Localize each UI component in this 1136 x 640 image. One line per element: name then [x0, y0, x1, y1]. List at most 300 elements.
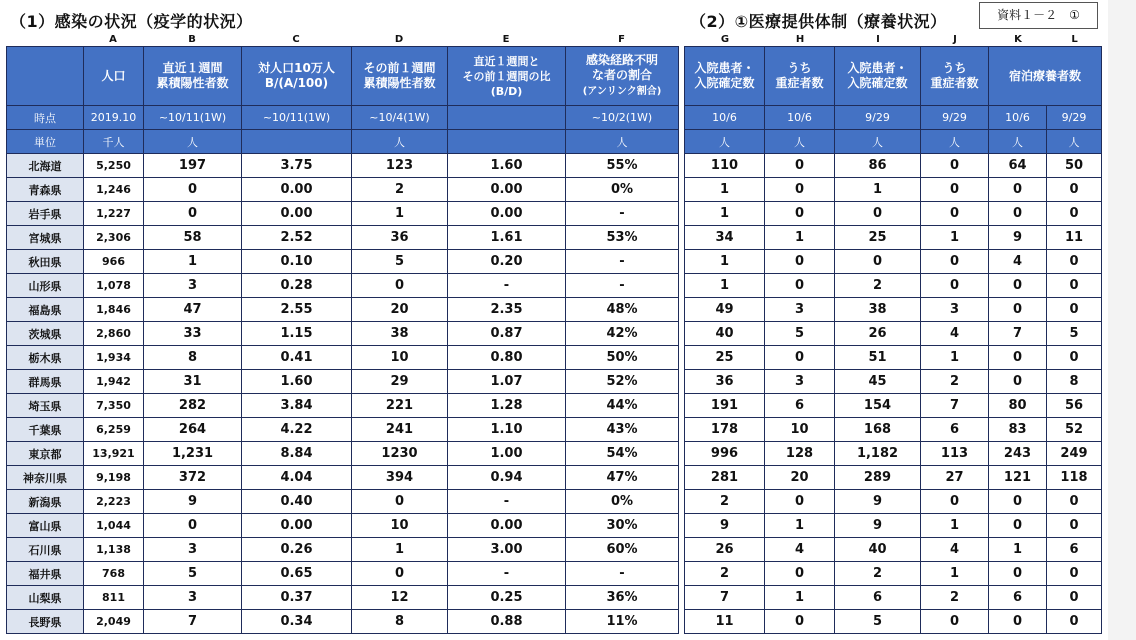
table-row: [685, 298, 1102, 322]
data-cell: 2,049: [84, 610, 144, 634]
data-cell: 0: [765, 250, 835, 274]
data-cell: 43%: [566, 418, 679, 442]
data-cell: 2,223: [84, 490, 144, 514]
data-cell: 86: [835, 154, 921, 178]
data-cell: 1: [144, 250, 242, 274]
data-cell: 0.65: [242, 562, 352, 586]
data-cell: 51: [835, 346, 921, 370]
table-row: [685, 490, 1102, 514]
table-row: [7, 466, 679, 490]
column-letter: L: [1071, 34, 1078, 45]
data-cell: 2: [685, 490, 765, 514]
table-row: [685, 562, 1102, 586]
data-cell: 0: [1047, 298, 1102, 322]
data-cell: 394: [352, 466, 448, 490]
table-row: [7, 370, 679, 394]
unit-row: [7, 130, 679, 154]
header-text: 対人口10万人 B/(A/100): [258, 61, 335, 90]
header-unknown-route-ratio: [566, 47, 679, 106]
data-cell: 1.60: [242, 370, 352, 394]
data-cell: 1,231: [144, 442, 242, 466]
data-cell: 123: [352, 154, 448, 178]
data-cell: 27: [921, 466, 989, 490]
corner-cell: [7, 47, 84, 106]
data-cell: 4: [989, 250, 1047, 274]
data-cell: 0: [765, 178, 835, 202]
data-cell: 289: [835, 466, 921, 490]
time-row-label: 時点: [7, 106, 84, 130]
data-cell: 11%: [566, 610, 679, 634]
unit-row-cell: 千人: [84, 130, 144, 154]
data-cell: 0.00: [448, 514, 566, 538]
data-cell: 11: [685, 610, 765, 634]
data-cell: 0: [921, 610, 989, 634]
time-row-cell: 9/29: [921, 106, 989, 130]
header-subtext: (アンリンク割合): [582, 86, 662, 97]
data-cell: 996: [685, 442, 765, 466]
data-cell: 1: [352, 202, 448, 226]
data-cell: 52: [1047, 418, 1102, 442]
data-cell: 50: [1047, 154, 1102, 178]
data-cell: 4: [921, 538, 989, 562]
header-text: 人口: [101, 68, 126, 83]
header-text: 宿泊療養者数: [1008, 68, 1081, 83]
prefecture-name: 秋田県: [7, 250, 84, 274]
data-cell: 2.35: [448, 298, 566, 322]
data-cell: 118: [1047, 466, 1102, 490]
unit-row-cell: 人: [144, 130, 242, 154]
data-cell: 0: [835, 250, 921, 274]
data-cell: 0%: [566, 490, 679, 514]
data-cell: 0: [1047, 586, 1102, 610]
data-cell: 45: [835, 370, 921, 394]
data-cell: 221: [352, 394, 448, 418]
table-row: [7, 298, 679, 322]
data-cell: 80: [989, 394, 1047, 418]
data-cell: 0: [921, 274, 989, 298]
prefecture-name: 新潟県: [7, 490, 84, 514]
column-letter: D: [394, 34, 404, 45]
data-cell: 0.10: [242, 250, 352, 274]
data-cell: 1,078: [84, 274, 144, 298]
table-row: [685, 610, 1102, 634]
data-cell: 0.40: [242, 490, 352, 514]
header-text: その前１週間 累積陽性者数: [363, 61, 436, 90]
time-row-cell: 9/29: [835, 106, 921, 130]
data-cell: 0.00: [448, 178, 566, 202]
table-row: [685, 442, 1102, 466]
data-cell: 60%: [566, 538, 679, 562]
time-row-cell: 10/6: [765, 106, 835, 130]
header-severe: [765, 47, 835, 106]
data-cell: 8: [144, 346, 242, 370]
table-row: [685, 226, 1102, 250]
data-cell: 0.94: [448, 466, 566, 490]
data-cell: 1.28: [448, 394, 566, 418]
data-cell: 1: [835, 178, 921, 202]
column-letter: B: [188, 34, 196, 45]
data-cell: 372: [144, 466, 242, 490]
data-cell: 0: [352, 490, 448, 514]
data-cell: 3: [144, 586, 242, 610]
header-recent-week-positives: [144, 47, 242, 106]
data-cell: 38: [835, 298, 921, 322]
header-week-ratio: [448, 47, 566, 106]
data-cell: 20: [765, 466, 835, 490]
data-cell: 6: [921, 418, 989, 442]
column-letter: G: [720, 34, 730, 45]
table-row: [7, 394, 679, 418]
time-row: [7, 106, 679, 130]
prefecture-name: 長野県: [7, 610, 84, 634]
right-margin-band: [1108, 0, 1136, 640]
data-cell: 0: [921, 178, 989, 202]
data-cell: 1.07: [448, 370, 566, 394]
data-cell: 7: [685, 586, 765, 610]
prefecture-name: 茨城県: [7, 322, 84, 346]
table-row: [7, 442, 679, 466]
header-hospitalized: [685, 47, 765, 106]
data-cell: 0: [1047, 250, 1102, 274]
data-cell: -: [566, 562, 679, 586]
header-row: [7, 47, 679, 106]
table-row: [685, 202, 1102, 226]
table-row: [685, 586, 1102, 610]
column-letter: H: [795, 34, 805, 45]
unit-row-cell: 人: [989, 130, 1047, 154]
data-cell: 9: [144, 490, 242, 514]
data-cell: 1: [921, 562, 989, 586]
data-cell: 0: [921, 202, 989, 226]
table-row: [685, 514, 1102, 538]
data-cell: 3: [765, 298, 835, 322]
infection-status-table: [6, 46, 679, 634]
data-cell: 0: [765, 274, 835, 298]
data-cell: 3.75: [242, 154, 352, 178]
data-cell: 121: [989, 466, 1047, 490]
data-cell: 0: [989, 298, 1047, 322]
table-row: [7, 274, 679, 298]
data-cell: 0: [1047, 346, 1102, 370]
data-cell: 47: [144, 298, 242, 322]
unit-row-cell: 人: [685, 130, 765, 154]
data-cell: 243: [989, 442, 1047, 466]
unit-row-cell: 人: [765, 130, 835, 154]
section-title-infection: （1）感染の状況（疫学的状況）: [10, 12, 253, 31]
data-cell: 1: [765, 514, 835, 538]
header-hospitalized-prev: [835, 47, 921, 106]
data-cell: 0: [989, 178, 1047, 202]
data-cell: 83: [989, 418, 1047, 442]
data-cell: 26: [835, 322, 921, 346]
section-title-medical: （2）①医療提供体制（療養状況）: [690, 12, 947, 31]
data-cell: 1: [921, 514, 989, 538]
data-cell: 1,182: [835, 442, 921, 466]
data-cell: 25: [835, 226, 921, 250]
data-cell: 9: [989, 226, 1047, 250]
data-cell: 1: [685, 274, 765, 298]
data-cell: -: [448, 490, 566, 514]
data-cell: 64: [989, 154, 1047, 178]
data-cell: 0: [1047, 514, 1102, 538]
table-row: [685, 154, 1102, 178]
data-cell: 0: [835, 202, 921, 226]
data-cell: 38: [352, 322, 448, 346]
column-letter: F: [618, 34, 625, 45]
data-cell: 6: [835, 586, 921, 610]
prefecture-name: 福井県: [7, 562, 84, 586]
data-cell: 20: [352, 298, 448, 322]
data-cell: 1: [765, 226, 835, 250]
data-cell: -: [566, 202, 679, 226]
data-cell: 7: [989, 322, 1047, 346]
data-cell: 128: [765, 442, 835, 466]
unit-row-cell: 人: [566, 130, 679, 154]
data-cell: 249: [1047, 442, 1102, 466]
data-cell: 58: [144, 226, 242, 250]
data-cell: 1.00: [448, 442, 566, 466]
data-cell: 0: [352, 562, 448, 586]
table-row: [7, 322, 679, 346]
time-row-cell: ~10/11(1W): [242, 106, 352, 130]
data-cell: 0: [1047, 490, 1102, 514]
prefecture-name: 埼玉県: [7, 394, 84, 418]
data-cell: 36: [352, 226, 448, 250]
data-cell: 25: [685, 346, 765, 370]
data-cell: 48%: [566, 298, 679, 322]
data-cell: 0: [989, 274, 1047, 298]
table-row: [685, 466, 1102, 490]
data-cell: 52%: [566, 370, 679, 394]
column-letter: A: [109, 34, 117, 45]
unit-row-cell: 人: [835, 130, 921, 154]
data-cell: 0: [765, 154, 835, 178]
data-cell: 29: [352, 370, 448, 394]
data-cell: 0.87: [448, 322, 566, 346]
table-row: [7, 490, 679, 514]
time-row-cell: ~10/4(1W): [352, 106, 448, 130]
data-cell: 7: [144, 610, 242, 634]
unit-row-cell: [448, 130, 566, 154]
table-row: [7, 562, 679, 586]
time-row-cell: 9/29: [1047, 106, 1102, 130]
table-row: [685, 370, 1102, 394]
data-cell: 40: [685, 322, 765, 346]
data-cell: 0.00: [242, 178, 352, 202]
data-cell: 1,934: [84, 346, 144, 370]
data-cell: 6: [765, 394, 835, 418]
table-row: [7, 586, 679, 610]
data-cell: 0: [921, 154, 989, 178]
data-cell: 178: [685, 418, 765, 442]
data-cell: 0: [989, 490, 1047, 514]
data-cell: 1,044: [84, 514, 144, 538]
data-cell: 0: [144, 202, 242, 226]
table-row: [685, 322, 1102, 346]
header-row: [685, 47, 1102, 106]
data-cell: 0: [989, 562, 1047, 586]
unit-row-cell: 人: [352, 130, 448, 154]
header-per-100k: [242, 47, 352, 106]
unit-row: [685, 130, 1102, 154]
data-cell: 0.80: [448, 346, 566, 370]
document-reference-box: 資料１－２ ①: [979, 2, 1098, 29]
data-cell: 8: [352, 610, 448, 634]
data-cell: 5: [1047, 322, 1102, 346]
table-row: [7, 610, 679, 634]
time-row: [685, 106, 1102, 130]
data-cell: 0: [765, 202, 835, 226]
data-cell: 1.15: [242, 322, 352, 346]
data-cell: 0: [352, 274, 448, 298]
prefecture-name: 青森県: [7, 178, 84, 202]
header-text: 感染経路不明 な者の割合: [585, 53, 658, 82]
data-cell: 1,227: [84, 202, 144, 226]
data-cell: 5: [144, 562, 242, 586]
data-cell: 9: [835, 490, 921, 514]
data-cell: 1,942: [84, 370, 144, 394]
data-cell: 1.10: [448, 418, 566, 442]
time-row-cell: 10/6: [989, 106, 1047, 130]
data-cell: 281: [685, 466, 765, 490]
data-cell: 3: [144, 538, 242, 562]
data-cell: 31: [144, 370, 242, 394]
header-text: 直近１週間 累積陽性者数: [156, 61, 229, 90]
header-text: 入院患者・ 入院確定数: [847, 61, 908, 90]
data-cell: 264: [144, 418, 242, 442]
prefecture-name: 東京都: [7, 442, 84, 466]
data-cell: 56: [1047, 394, 1102, 418]
data-cell: 0%: [566, 178, 679, 202]
data-cell: 2: [835, 274, 921, 298]
data-cell: 6: [989, 586, 1047, 610]
data-cell: 30%: [566, 514, 679, 538]
data-cell: 44%: [566, 394, 679, 418]
data-cell: 4.22: [242, 418, 352, 442]
time-row-cell: ~10/11(1W): [144, 106, 242, 130]
data-cell: 0.37: [242, 586, 352, 610]
header-severe-prev: [921, 47, 989, 106]
data-cell: 0: [765, 610, 835, 634]
data-cell: 3.84: [242, 394, 352, 418]
data-cell: 3.00: [448, 538, 566, 562]
column-letter: J: [953, 34, 957, 45]
data-cell: 26: [685, 538, 765, 562]
table-row: [7, 154, 679, 178]
data-cell: 0: [765, 346, 835, 370]
data-cell: 54%: [566, 442, 679, 466]
time-row-cell: ~10/2(1W): [566, 106, 679, 130]
data-cell: 5: [765, 322, 835, 346]
prefecture-name: 富山県: [7, 514, 84, 538]
data-cell: 53%: [566, 226, 679, 250]
data-cell: 1230: [352, 442, 448, 466]
data-cell: 13,921: [84, 442, 144, 466]
data-cell: 47%: [566, 466, 679, 490]
data-cell: 9: [685, 514, 765, 538]
data-cell: 42%: [566, 322, 679, 346]
data-cell: 811: [84, 586, 144, 610]
data-cell: 0: [1047, 178, 1102, 202]
data-cell: 2,306: [84, 226, 144, 250]
data-cell: 1: [989, 538, 1047, 562]
data-cell: 1: [352, 538, 448, 562]
data-cell: 7: [921, 394, 989, 418]
header-text: 直近１週間と その前１週間の比 (B/D): [462, 54, 551, 98]
data-cell: 7,350: [84, 394, 144, 418]
data-cell: 0: [989, 610, 1047, 634]
column-letter: K: [1014, 34, 1022, 45]
data-cell: 11: [1047, 226, 1102, 250]
prefecture-name: 神奈川県: [7, 466, 84, 490]
data-cell: 1.61: [448, 226, 566, 250]
unit-row-cell: 人: [1047, 130, 1102, 154]
data-cell: -: [566, 250, 679, 274]
data-cell: 1: [921, 346, 989, 370]
data-cell: 282: [144, 394, 242, 418]
data-cell: 1,138: [84, 538, 144, 562]
column-letter: C: [292, 34, 300, 45]
data-cell: 1,246: [84, 178, 144, 202]
data-cell: 0.41: [242, 346, 352, 370]
header-text: うち 重症者数: [775, 61, 824, 90]
data-cell: 4.04: [242, 466, 352, 490]
time-row-cell: 10/6: [685, 106, 765, 130]
prefecture-name: 岩手県: [7, 202, 84, 226]
data-cell: 0: [1047, 202, 1102, 226]
data-cell: 0: [921, 250, 989, 274]
data-cell: 0: [989, 346, 1047, 370]
data-cell: 966: [84, 250, 144, 274]
table-row: [7, 514, 679, 538]
table-row: [685, 418, 1102, 442]
data-cell: 168: [835, 418, 921, 442]
data-cell: 1: [685, 178, 765, 202]
data-cell: 33: [144, 322, 242, 346]
data-cell: 0: [921, 490, 989, 514]
data-cell: 0: [1047, 274, 1102, 298]
data-cell: 5: [352, 250, 448, 274]
data-cell: 113: [921, 442, 989, 466]
data-cell: 1: [685, 250, 765, 274]
data-cell: 6: [1047, 538, 1102, 562]
data-cell: 0.00: [448, 202, 566, 226]
table-row: [685, 346, 1102, 370]
data-cell: 0.26: [242, 538, 352, 562]
unit-row-cell: 人: [921, 130, 989, 154]
data-cell: 12: [352, 586, 448, 610]
unit-row-cell: [242, 130, 352, 154]
data-cell: 9: [835, 514, 921, 538]
data-cell: 154: [835, 394, 921, 418]
header-previous-week-positives: [352, 47, 448, 106]
data-cell: 110: [685, 154, 765, 178]
data-cell: 8.84: [242, 442, 352, 466]
time-row-cell: [448, 106, 566, 130]
data-cell: 2: [835, 562, 921, 586]
data-cell: 3: [765, 370, 835, 394]
data-cell: 0.20: [448, 250, 566, 274]
data-cell: 0: [989, 370, 1047, 394]
data-cell: 768: [84, 562, 144, 586]
table-row: [7, 346, 679, 370]
table-row: [7, 202, 679, 226]
data-cell: 241: [352, 418, 448, 442]
table-row: [7, 538, 679, 562]
data-cell: 0.00: [242, 514, 352, 538]
prefecture-name: 福島県: [7, 298, 84, 322]
data-cell: 0.25: [448, 586, 566, 610]
